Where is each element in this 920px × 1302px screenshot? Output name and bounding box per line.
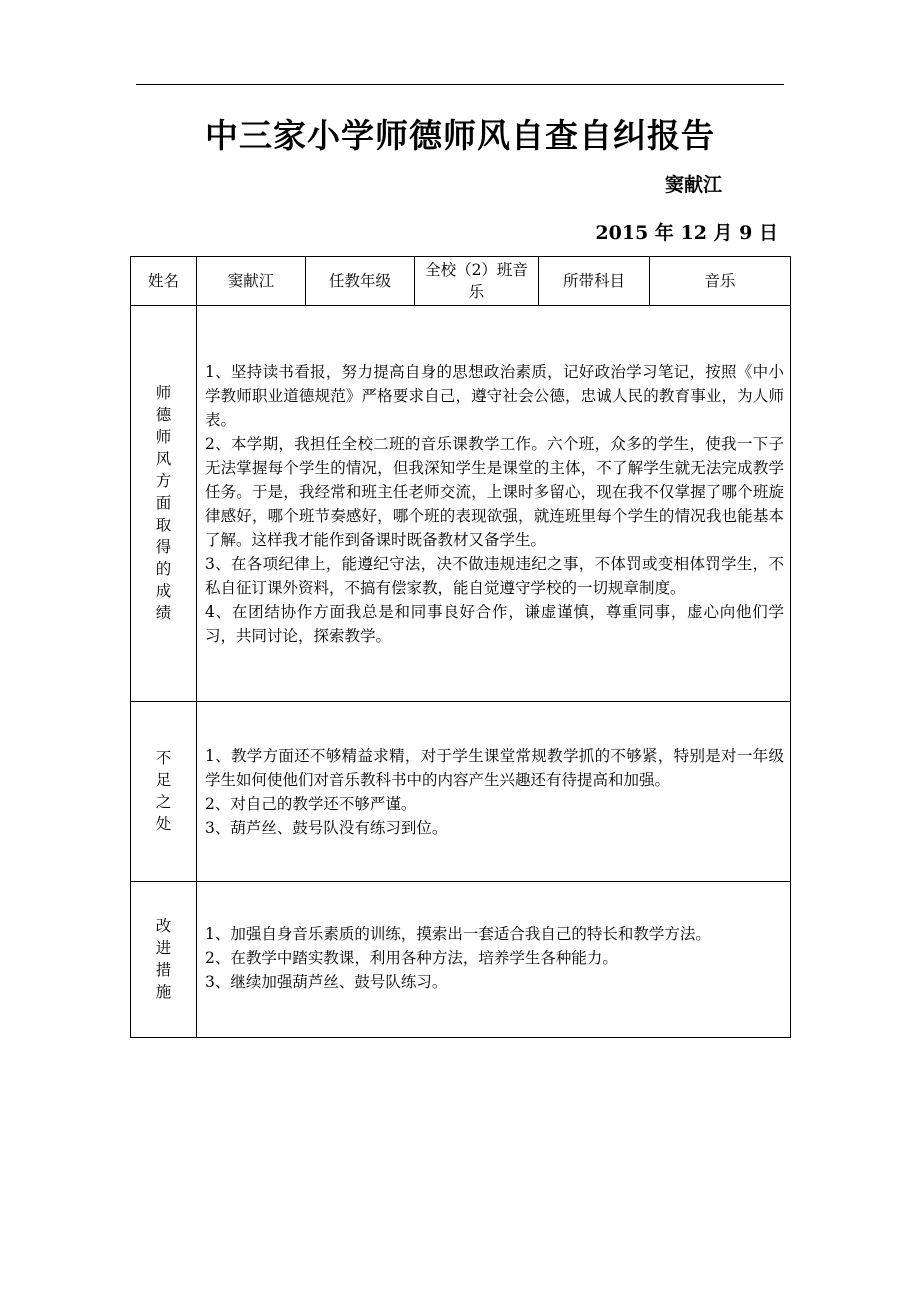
info-row	[131, 257, 791, 306]
top-rule	[136, 84, 784, 85]
author-name: 窦献江	[664, 174, 722, 196]
achievement-item: 2、本学期，我担任全校二班的音乐课教学工作。六个班，众多的学生，使我一下子无法掌握每个学生的情况，但我深知学生是课堂的主体，不了解学生就无法完成教学任务。于是，我经常和班主任老师交流，上课时多留心，现在我不仅掌握了哪个班旋律感好，哪个班节奏感好，哪个班的表现欲强，就连班里每个学生的情况我也能基本了解。这样我才能作到备课时既备教材又备学生。	[205, 434, 784, 549]
name-label: 姓名	[131, 257, 197, 306]
achievements-label: 师德师风方面取得的成绩	[155, 384, 172, 622]
improvements-content	[197, 882, 791, 1038]
achievement-item: 1、坚持读书看报，努力提高自身的思想政治素质，记好政治学习笔记，按照《中小学教师职业道德规范》严格要求自己，遵守社会公德，忠诚人民的教育事业，为人师表。	[205, 362, 784, 429]
shortcoming-item: 1、教学方面还不够精益求精，对于学生课堂常规教学抓的不够紧，特别是对一年级学生如何使他们对音乐教科书中的内容产生兴趣还有待提高和加强。	[205, 746, 784, 789]
subject-label: 所带科目	[539, 257, 650, 306]
improvement-item: 2、在教学中踏实教课，利用各种方法，培养学生各种能力。	[205, 949, 618, 967]
improvements-label: 改进措施	[155, 917, 172, 1001]
shortcomings-row	[131, 702, 791, 882]
shortcoming-item: 3、葫芦丝、鼓号队没有练习到位。	[205, 818, 448, 837]
report-date: 2015 年 12 月 9 日	[595, 222, 778, 244]
name-value: 窦献江	[197, 257, 306, 306]
improvements-label-cell	[131, 882, 197, 1038]
shortcomings-label-cell	[131, 702, 197, 882]
report-table	[130, 256, 791, 1038]
improvement-item: 1、加强自身音乐素质的训练，摸索出一套适合我自己的特长和教学方法。	[205, 925, 711, 943]
shortcomings-content	[197, 702, 791, 882]
achievement-item: 4、在团结协作方面我总是和同事良好合作，谦虚谨慎，尊重同事，虚心向他们学习，共同讨论，探索教学。	[205, 602, 784, 645]
shortcoming-item: 2、对自己的教学还不够严谨。	[205, 794, 417, 813]
page-title: 中三家小学师德师风自查自纠报告	[205, 116, 715, 155]
achievements-row	[131, 306, 791, 702]
subject-value: 音乐	[650, 257, 791, 306]
achievements-content	[197, 306, 791, 702]
improvement-item: 3、继续加强葫芦丝、鼓号队练习。	[205, 973, 448, 991]
grade-label: 任教年级	[306, 257, 415, 306]
improvements-row	[131, 882, 791, 1038]
shortcomings-label: 不足之处	[155, 749, 172, 833]
achievements-label-cell	[131, 306, 197, 702]
grade-value: 全校（2）班音乐	[415, 257, 539, 306]
achievement-item: 3、在各项纪律上，能遵纪守法，决不做违规违纪之事，不体罚或变相体罚学生，不私自征订课外资料，不搞有偿家教，能自觉遵守学校的一切规章制度。	[205, 554, 784, 597]
